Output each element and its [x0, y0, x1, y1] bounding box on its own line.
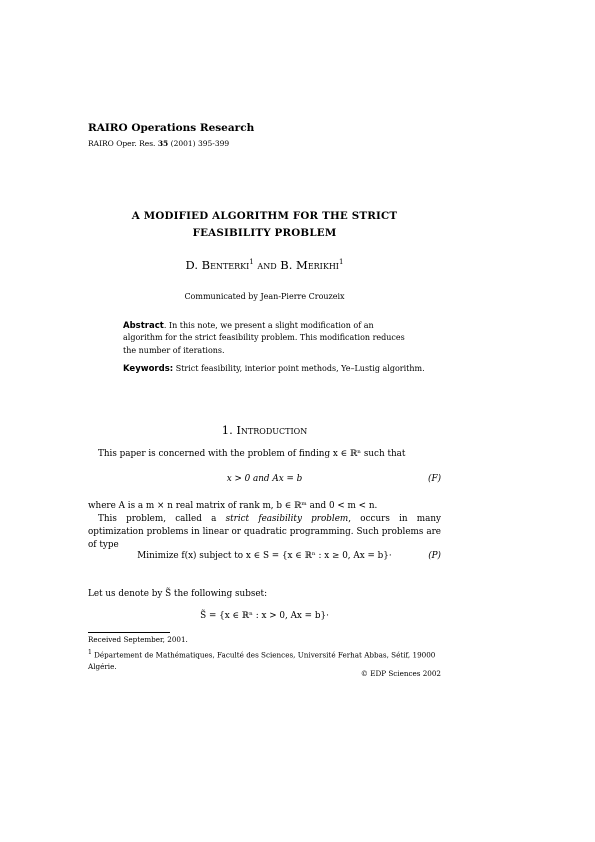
equation-p-formula: Minimize f(x) subject to x ∈ S = {x ∈ ℝⁿ : x ≥ 0, Ax = b}·	[137, 551, 392, 561]
p3-emphasis: strict feasibility problem	[225, 514, 349, 524]
paper-title	[88, 208, 441, 242]
footnote-affiliation-text: Département de Mathématiques, Faculté des Sciences, Université Ferhat Abbas, Sétif, 19000 Algérie.	[88, 650, 436, 671]
copyright-notice: © EDP Sciences 2002	[360, 669, 441, 678]
footnote-mark: 1	[88, 649, 92, 656]
body-paragraph-1: This paper is concerned with the problem of finding x ∈ ℝⁿ such that	[98, 449, 406, 459]
p3-end: , occurs in many optimization problems in linear or quadratic programming. Such problems are of type	[88, 514, 441, 550]
journal-name: RAIRO Operations Research	[88, 122, 255, 134]
keywords-block	[123, 364, 453, 374]
equation-f-tag: (F)	[428, 474, 441, 484]
keywords-text: Strict feasibility, interior point methods, Ye–Lustig algorithm.	[173, 364, 425, 373]
author-1-affiliation: 1	[249, 258, 254, 267]
journal-citation	[88, 139, 229, 148]
communicated-by: Communicated by Jean-Pierre Crouzeix	[184, 292, 345, 301]
abstract-block	[123, 320, 406, 357]
title-line-1: A MODIFIED ALGORITHM FOR THE STRICT	[131, 210, 398, 222]
footnote-rule	[88, 632, 170, 633]
author-1: D. Benterki	[185, 258, 250, 272]
author-2-affiliation: 1	[338, 258, 344, 267]
abstract-text: . In this note, we present a slight modification of an algorithm for the strict feasibility problem. This modification reduces the number of iterations.	[123, 321, 405, 355]
abstract-label: Abstract	[123, 321, 164, 331]
body-paragraph-2: where A is a m × n real matrix of rank m, b ∈ ℝᵐ and 0 < m < n.	[88, 501, 378, 511]
equation-p-tag: (P)	[428, 551, 441, 561]
body-paragraph-3	[88, 513, 441, 552]
footnote-received: Received September, 2001.	[88, 635, 188, 644]
body-paragraph-4: Let us denote by S̃ the following subset:	[88, 589, 268, 599]
citation-volume: 35	[157, 139, 169, 148]
p3-start: This problem, called a	[98, 514, 226, 524]
title-line-2: FEASIBILITY PROBLEM	[192, 227, 337, 239]
author-2: B. Merikhi	[280, 258, 339, 272]
author-line	[88, 258, 441, 272]
keywords-label: Keywords:	[123, 364, 174, 374]
citation-suffix: (2001) 395-399	[170, 139, 230, 148]
equation-s-tilde-formula: S̃ = {x ∈ ℝⁿ : x > 0, Ax = b}·	[200, 611, 329, 621]
author-conjunction: and	[257, 258, 277, 272]
section-heading: 1. Introduction	[221, 423, 308, 437]
equation-f-formula: x > 0 and Ax = b	[226, 474, 303, 484]
citation-prefix: RAIRO Oper. Res.	[88, 139, 156, 148]
